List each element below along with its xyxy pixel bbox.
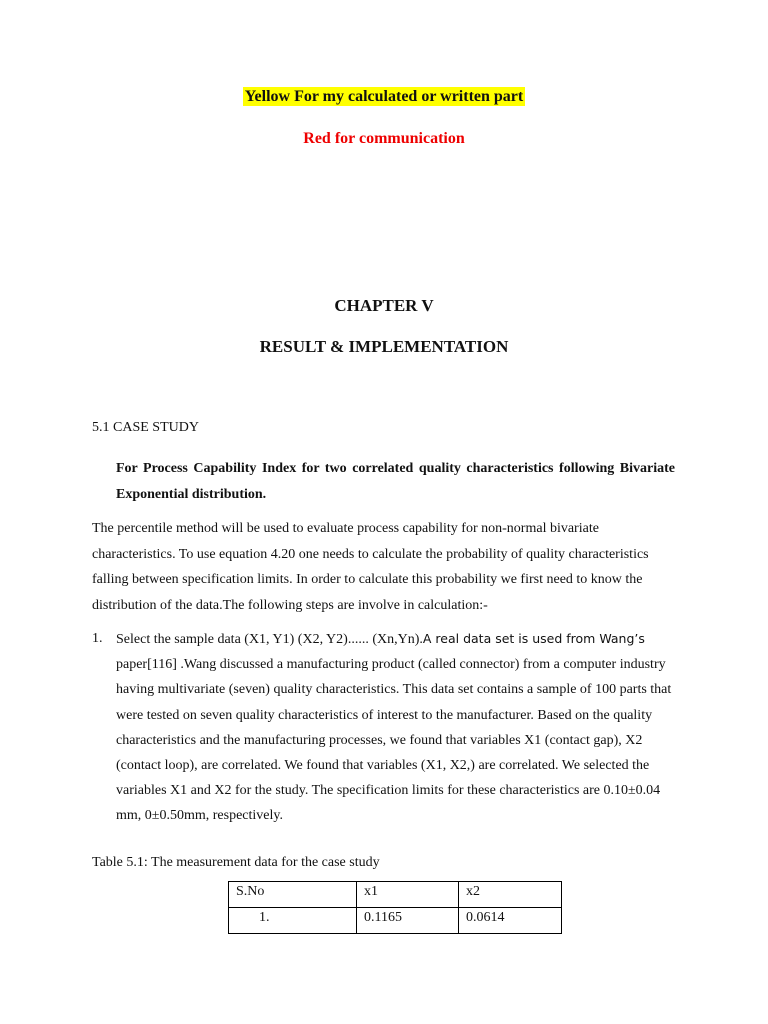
legend-red-text: Red for communication [303,130,465,147]
measurement-table [228,881,562,934]
list-item-number: 1. [92,631,103,646]
table-caption: Table 5.1: The measurement data for the case study [92,855,380,870]
section-heading: 5.1 CASE STUDY [92,420,199,435]
chapter-number: CHAPTER V [334,296,434,315]
table-row [229,908,562,934]
list-item-text [116,626,682,829]
table-cell: 0.1165 [357,908,459,934]
list-item [92,626,682,829]
chapter-title: RESULT & IMPLEMENTATION [259,337,509,356]
legend-yellow-text: Yellow For my calculated or written part [244,88,524,105]
table-header-cell: x2 [459,882,562,908]
table-header-cell: x1 [357,882,459,908]
table-cell: 1. [229,908,357,934]
list-item-text-b: A real data set is used from Wang’s [422,631,645,646]
section-bold-intro: For Process Capability Index for two correlated quality characteristics following Bivariate Exponential distribution. [116,461,675,502]
table-header-cell: S.No [229,882,357,908]
list-item-text-c: paper[116] .Wang discussed a manufacturing product (called connector) from a computer industry having multivariate (seven) quality characteristics. This data set contains a sample of 100 parts that were tested on seven quality characteristics of interest to the manufacturer. Based on the quality characteristics and the manufacturing processes, we found that variables X1 (contact gap), X2 (contact loop), are correlated. We found that variables (X1, X2,) are correlated. We selected the variables X1 and X2 for the study. The specification limits for these characteristics are 0.10±0.04 mm, 0±0.50mm, respectively. [116,657,672,824]
table-cell: 0.0614 [459,908,562,934]
list-item-text-a: Select the sample data (X1, Y1) (X2, Y2)...... (Xn,Yn). [116,632,423,647]
section-paragraph: The percentile method will be used to evaluate process capability for non-normal bivariate characteristics. To use equation 4.20 one needs to calculate the probability of quality characteristics falling between specification limits. In order to calculate this probability we first need to know the distribution of the data.The following steps are involve in calculation:- [92,521,649,613]
legend-yellow [0,88,768,106]
table-header-row [229,882,562,908]
